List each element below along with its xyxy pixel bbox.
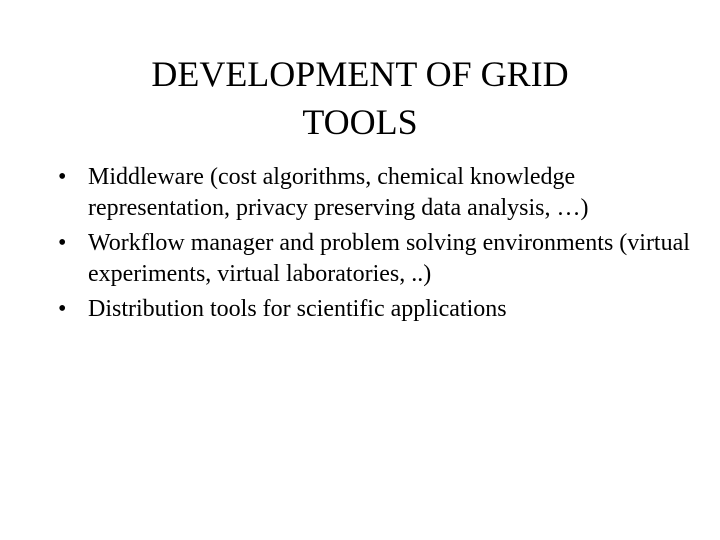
bullet-text: Distribution tools for scientific applications (88, 296, 507, 322)
bullet-icon: • (58, 296, 67, 322)
slide-title-line-2: TOOLS (302, 102, 418, 142)
bullet-item (58, 294, 698, 325)
bullet-icon: • (58, 164, 67, 190)
bullet-text: Workflow manager and problem solving environments (virtual experiments, virtual laboratories, ..) (88, 230, 690, 287)
bullet-item (58, 162, 698, 224)
bullet-text: Middleware (cost algorithms, chemical knowledge representation, privacy preserving data analysis, …) (88, 164, 589, 221)
bullet-icon: • (58, 230, 67, 256)
slide-title (70, 50, 650, 146)
bullet-list (58, 162, 698, 329)
slide-title-line-1: DEVELOPMENT OF GRID (151, 54, 569, 94)
bullet-item (58, 228, 698, 290)
